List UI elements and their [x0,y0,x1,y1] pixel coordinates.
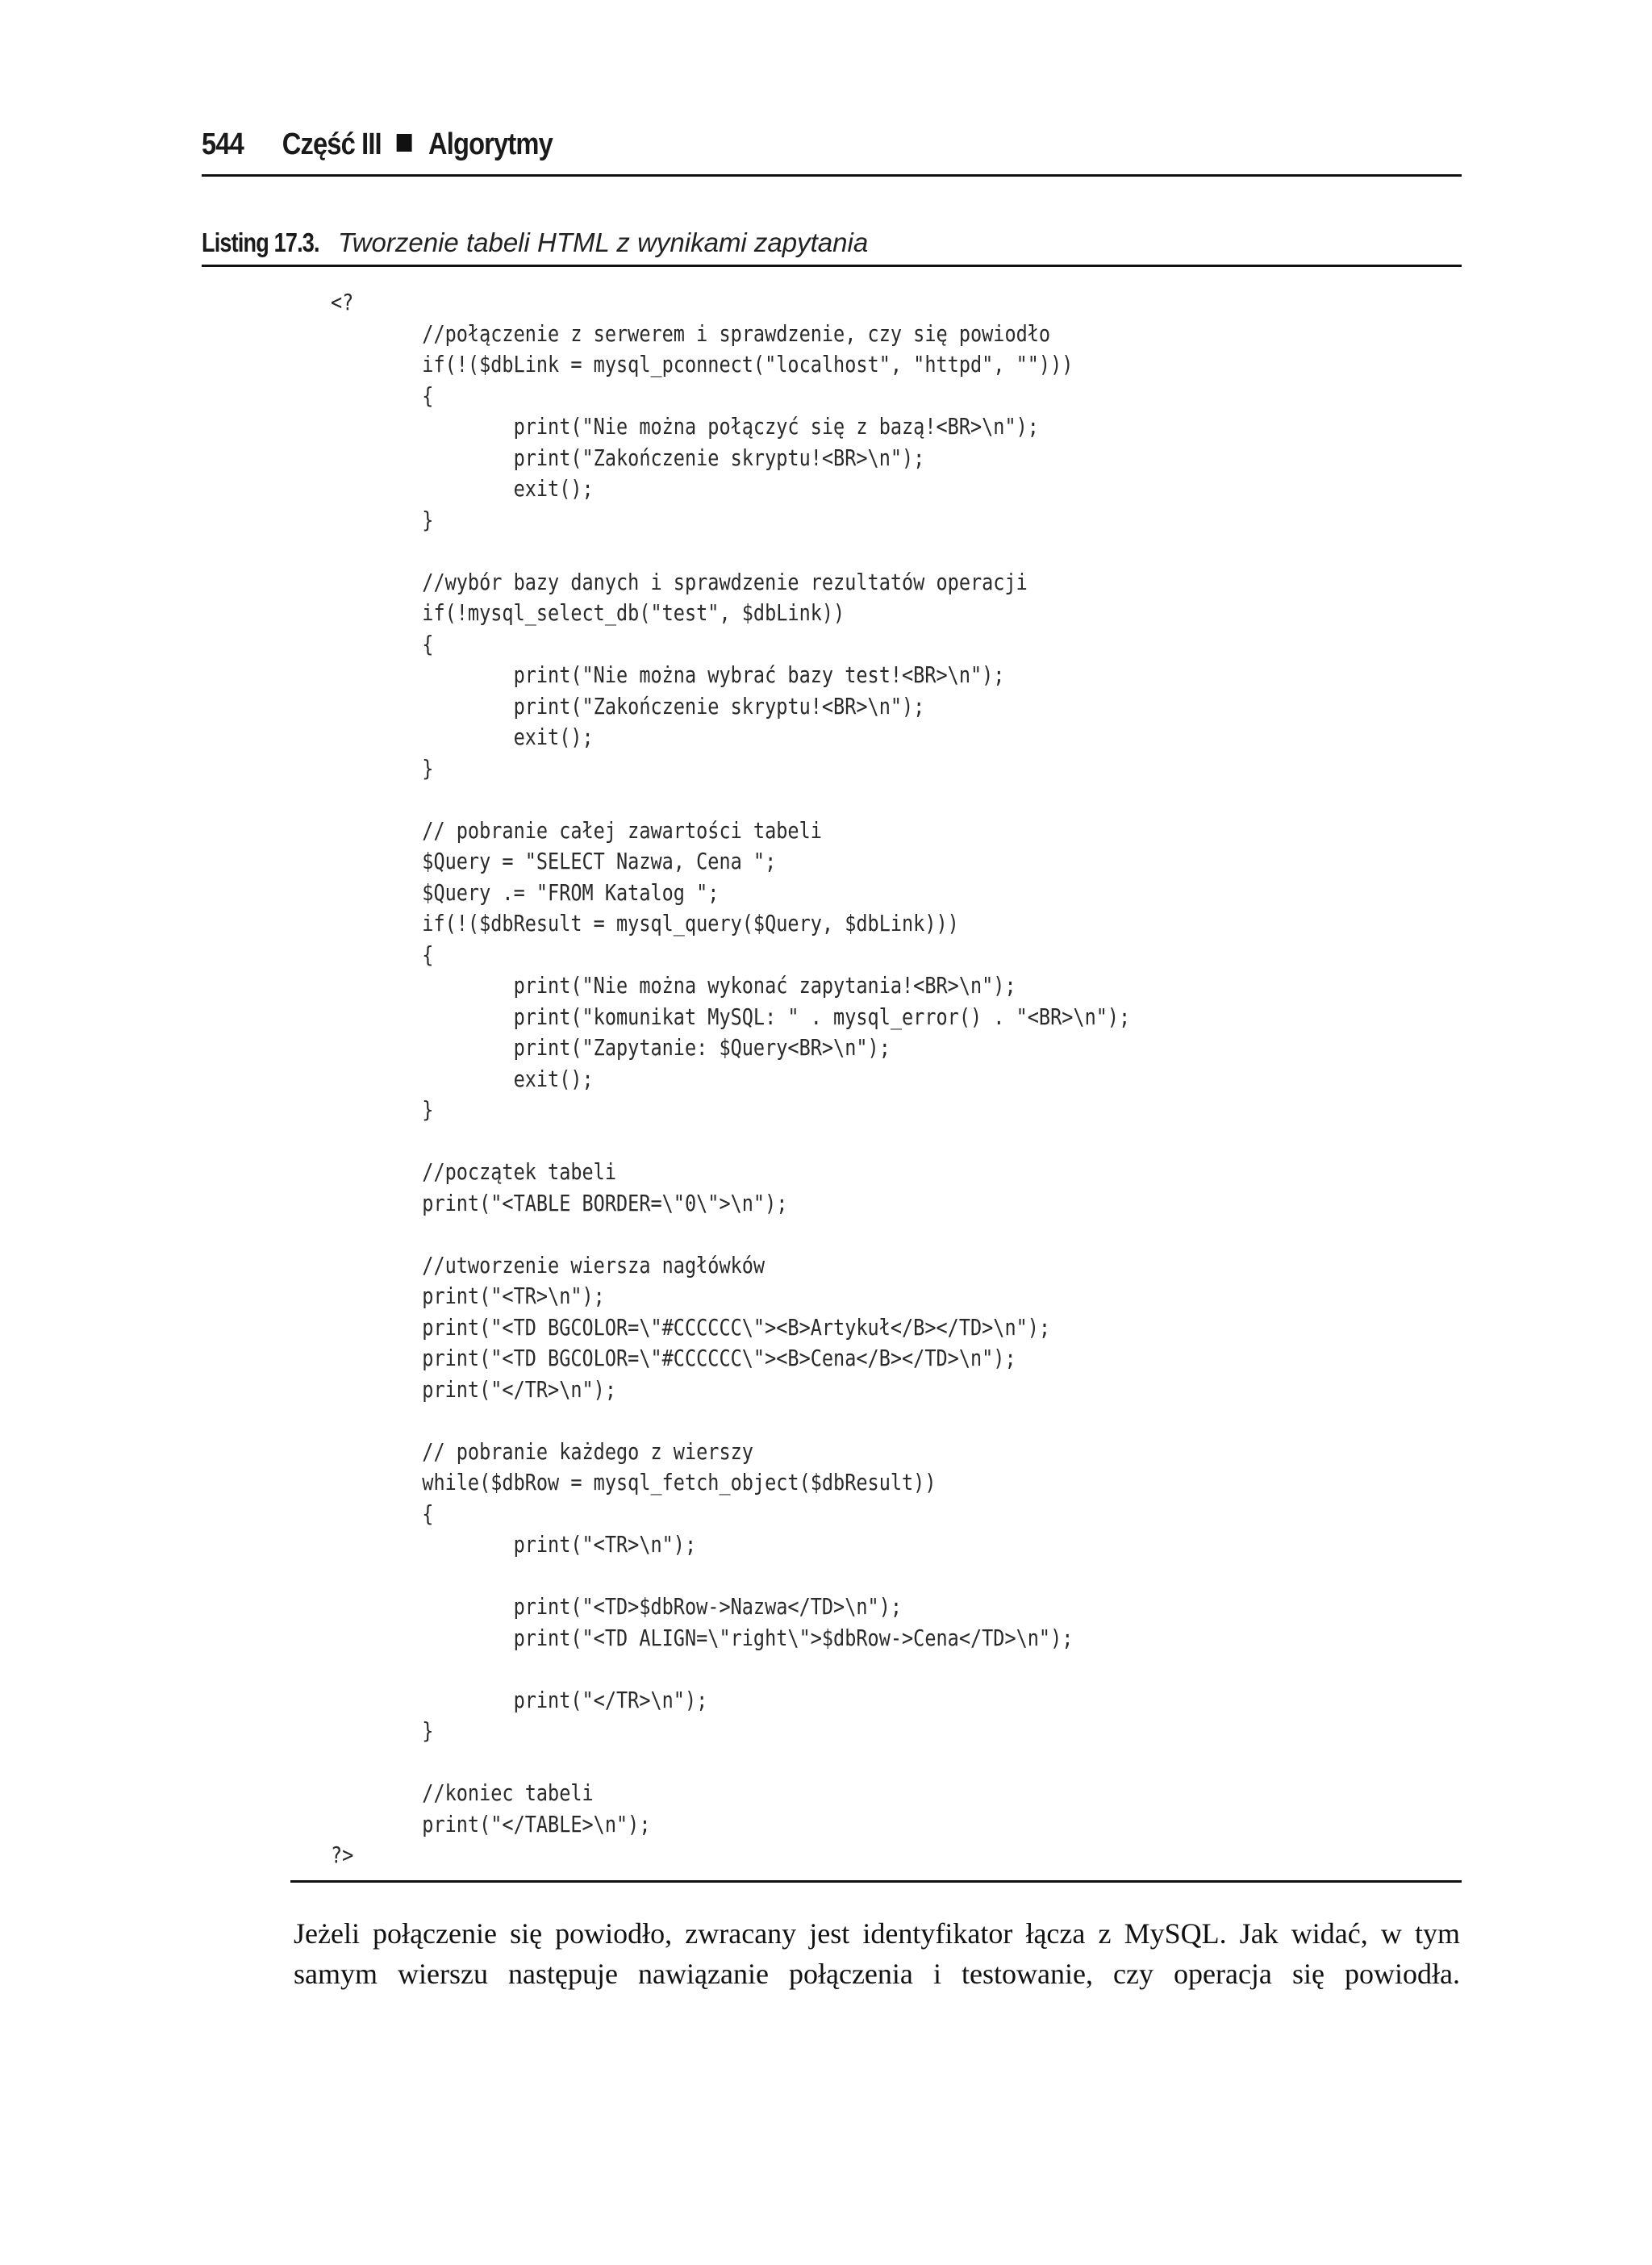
listing-label: Listing 17.3. [202,227,319,257]
code-line: { [331,382,434,409]
code-line: { [331,941,434,968]
code-line: { [331,630,434,657]
code-line: // pobranie całej zawartości tabeli [331,816,822,844]
code-line: //utworzenie wiersza nagłówków [331,1251,766,1278]
listing-caption [202,227,1462,263]
code-line: print("Nie można wybrać bazy test!<BR>\n"); [331,661,1005,688]
section-title: Algorytmy [428,127,553,161]
code-line: $Query .= "FROM Katalog "; [331,878,720,906]
code-listing [331,287,1460,1871]
page-number: 544 [202,127,244,161]
body-paragraph: Jeżeli połączenie się powiodło, zwracany jest identyfikator łącza z MySQL. Jak widać, w tym samym wierszu następuje nawiązanie połączenia i testowanie, czy operacja się powiodła. [294,1917,1460,1990]
code-line: print("</TABLE>\n"); [331,1810,651,1837]
code-line: $Query = "SELECT Nazwa, Cena "; [331,848,777,874]
code-line: print("komunikat MySQL: " . mysql_error() . "<BR>\n"); [331,1003,1131,1030]
code-line: print("<TD>$dbRow->Nazwa</TD>\n"); [331,1593,903,1620]
code-line: print("</TR>\n"); [331,1375,617,1403]
code-line: print("</TR>\n"); [331,1686,708,1713]
code-line: print("<TABLE BORDER=\"0\">\n"); [331,1189,788,1216]
code-line: print("<TR>\n"); [331,1531,697,1558]
code-line [331,1747,1279,1779]
header-divider [202,174,1462,177]
code-line: print("<TD BGCOLOR=\"#CCCCCC\"><B>Artykuł</B></TD>\n"); [331,1313,1051,1341]
running-header [202,127,1284,176]
code-line [331,1561,1279,1592]
code-line: } [331,754,434,782]
code-line: if(!($dbResult = mysql_query($Query, $dbLink))) [331,910,959,936]
code-line: } [331,1717,434,1744]
code-line: //wybór bazy danych i sprawdzenie rezultatów operacji [331,568,1028,595]
code-line: if(!mysql_select_db("test", $dbLink)) [331,599,845,626]
code-line: { [331,1500,434,1527]
code-line: print("Nie można połączyć się z bazą!<BR>\n"); [331,413,1039,440]
code-line: print("Zakończenie skryptu!<BR>\n"); [331,444,925,471]
code-line [331,1126,1279,1158]
code-line: print("<TD ALIGN=\"right\">$dbRow->Cena</TD>\n"); [331,1624,1074,1651]
code-line: print("<TD BGCOLOR=\"#CCCCCC\"><B>Cena</B></TD>\n"); [331,1345,1016,1371]
code-line: //początek tabeli [331,1158,617,1185]
code-line [331,784,1279,815]
code-line: //koniec tabeli [331,1779,594,1806]
listing-title: Tworzenie tabeli HTML z wynikami zapytania [338,227,869,257]
code-line: print("Zapytanie: $Query<BR>\n"); [331,1034,891,1061]
code-line: //połączenie z serwerem i sprawdzenie, czy się powiodło [331,319,1051,347]
code-line [331,1405,1279,1437]
code-line: <? [331,289,354,315]
code-line: while($dbRow = mysql_fetch_object($dbResult)) [331,1469,937,1495]
code-line [331,536,1279,567]
code-line: // pobranie każdego z wierszy [331,1437,753,1465]
part-title: Część III [282,127,382,161]
code-line: print("Zakończenie skryptu!<BR>\n"); [331,692,925,720]
caption-divider [202,265,1462,267]
code-line [331,1654,1279,1685]
code-line: if(!($dbLink = mysql_pconnect("localhost", "httpd", ""))) [331,351,1074,378]
code-line: exit(); [331,1065,594,1092]
code-line: exit(); [331,475,594,502]
code-divider [290,1880,1462,1883]
code-line: print("Nie można wykonać zapytania!<BR>\n"); [331,972,1016,999]
code-line [331,1219,1279,1250]
code-line: exit(); [331,724,594,750]
code-line: print("<TR>\n"); [331,1283,605,1309]
code-line: } [331,1096,434,1123]
code-line: ?> [331,1842,354,1868]
code-line: } [331,506,434,533]
square-bullet-icon [396,134,411,152]
